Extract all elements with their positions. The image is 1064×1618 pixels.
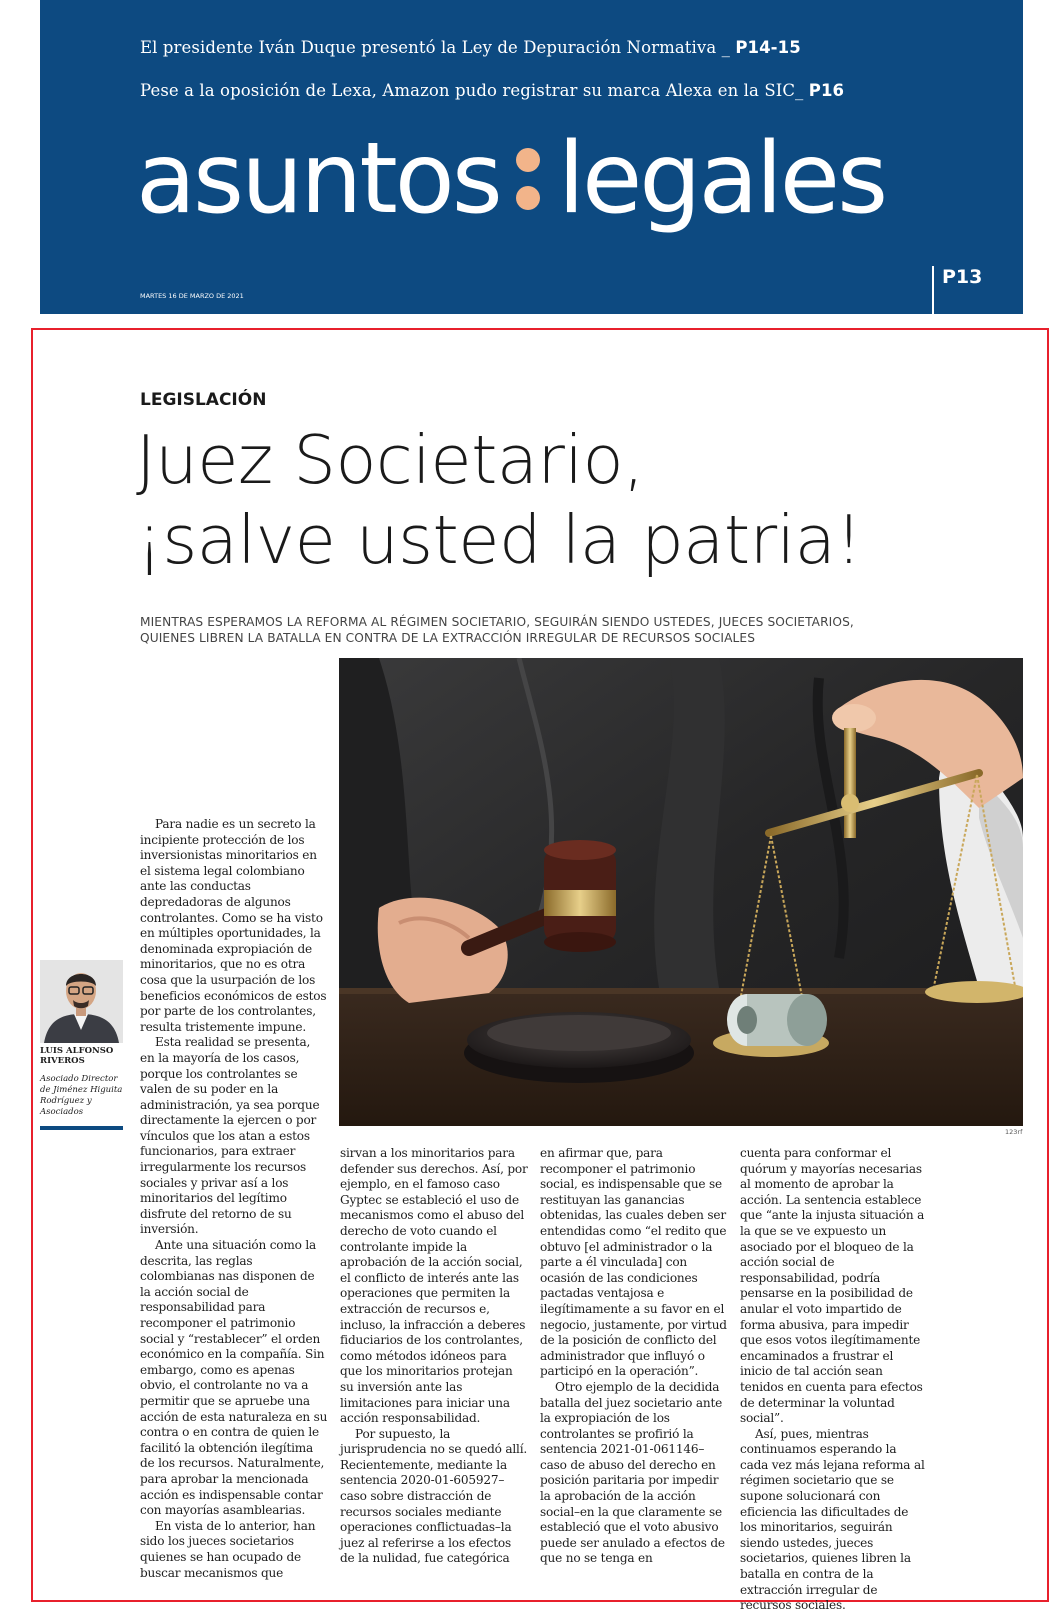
judge-gavel-scales-image bbox=[339, 658, 1023, 1126]
article-photo bbox=[339, 658, 1023, 1126]
photo-credit: 123rf bbox=[1005, 1128, 1023, 1136]
teaser-page: P14-15 bbox=[735, 38, 801, 57]
publication-date: MARTES 16 DE MARZO DE 2021 bbox=[140, 292, 244, 300]
article-column-4 bbox=[740, 1146, 928, 1614]
teaser-link-1[interactable] bbox=[140, 38, 801, 57]
paragraph: cuenta para conformar el quórum y mayorías necesarias al momento de aprobar la acción. La sentencia establece que “ante la injusta situación a la que se ve expuesto un asociado por el bloqueo de la acción social de responsabilidad, podría pensarse en la posibilidad de anular el voto impartido de forma abusiva, para impedir que esos votos ilegítimamente encaminados a frustrar el inicio de tal acción sean tenidos en cuenta para efectos de determinar la voluntad social”. bbox=[740, 1146, 925, 1426]
page-number: P13 bbox=[932, 266, 982, 314]
author-role: Asociado Director de Jiménez Higuita Rodríguez y Asociados bbox=[40, 1074, 123, 1117]
author-avatar bbox=[40, 960, 123, 1043]
paragraph: Así, pues, mientras continuamos esperando la cada vez más lejana reforma al régimen societario que se supone solucionará con eficiencia las dificultades de los minoritarios, seguirán siendo ustedes, jueces societarios, quienes libren la batalla en contra de la extracción irregular de recursos sociales. bbox=[740, 1426, 925, 1613]
paragraph: En vista de lo anterior, han sido los jueces societarios quienes se han ocupado de buscar mecanismos que bbox=[140, 1518, 316, 1580]
masthead bbox=[40, 0, 1023, 314]
deck-line: QUIENES LIBREN LA BATALLA EN CONTRA DE LA EXTRACCIÓN IRREGULAR DE RECURSOS SOCIALES bbox=[140, 631, 756, 645]
teaser-page: P16 bbox=[808, 81, 845, 100]
paragraph: Por supuesto, la jurisprudencia no se quedó allí. Recientemente, mediante la sentencia 2020-01-605927– caso sobre distracción de recursos sociales mediante operaciones conflictuadas–la juez al referirse a los efectos de la nulidad, fue categórica bbox=[340, 1426, 528, 1566]
author-portrait-icon bbox=[40, 960, 123, 1043]
paragraph: Esta realidad se presenta, en la mayoría de los casos, porque los controlantes se valen de su poder en la administración, ya sea porque directamente la ejercen o por vínculos que los atan a estos funcionarios, para extraer irregularmente los recursos sociales y privar así a los minoritarios del legítimo disfrute del retorno de su inversión. bbox=[140, 1035, 320, 1237]
article-deck bbox=[140, 614, 930, 646]
article-column-1 bbox=[140, 817, 328, 1581]
article-column-2 bbox=[340, 1146, 528, 1567]
logo-word-left: asuntos bbox=[136, 122, 500, 236]
teaser-link-2[interactable] bbox=[140, 81, 844, 100]
author-divider bbox=[40, 1126, 123, 1130]
paragraph: Otro ejemplo de la decidida batalla del juez societario ante la expropiación de los controlantes se profirió la sentencia 2021-01-061146– caso de abuso del derecho en posición paritaria por impedir la aprobación de la acción social–en la que claramente se estableció que el voto abusivo puede ser anulado a efectos de que no se tenga en bbox=[540, 1379, 725, 1566]
publication-logo bbox=[136, 122, 886, 236]
headline-line: ¡salve usted la patria! bbox=[136, 501, 862, 579]
headline-line: Juez Societario, bbox=[136, 421, 644, 499]
paragraph: en afirmar que, para recomponer el patrimonio social, es indispensable que se restituyan las ganancias obtenidas, las cuales deben ser entendidas como “el redito que obtuvo [el administrador o la parte a él vinculada] con ocasión de las condiciones pactadas ventajosa e ilegítimamente a su favor en el negocio, justamente, por virtud de la posición de conflicto del administrador que influyó o participó en la operación”. bbox=[540, 1146, 727, 1379]
author-name: LUIS ALFONSO RIVEROS bbox=[40, 1046, 114, 1066]
teaser-text: El presidente Iván Duque presentó la Ley de Depuración Normativa _ bbox=[140, 38, 736, 57]
logo-word-right: legales bbox=[557, 122, 886, 236]
teaser-text: Pese a la oposición de Lexa, Amazon pudo registrar su marca Alexa en la SIC_ bbox=[140, 81, 809, 100]
logo-colon-icon bbox=[508, 134, 548, 212]
article-column-3 bbox=[540, 1146, 728, 1567]
paragraph: sirvan a los minoritarios para defender sus derechos. Así, por ejemplo, en el famoso caso Gyptec se estableció el uso de mecanismos como el abuso del derecho de voto cuando el controlante impide la aprobación de la acción social, el conflicto de interés ante las operaciones que permiten la extracción de recursos e, incluso, la infracción a deberes fiduciarios de los controlantes, como métodos idóneos para que los minoritarios protejan su inversión ante las limitaciones para iniciar una acción responsabilidad. bbox=[340, 1146, 528, 1426]
paragraph: Ante una situación como la descrita, las reglas colombianas nas disponen de la acción social de responsabilidad para recomponer el patrimonio social y “restablecer” el orden económico en la compañía. Sin embargo, como es apenas obvio, el controlante no va a permitir que se apruebe una acción de esta naturaleza en su contra o en contra de quien le facilitó la obtención ilegítima de los recursos. Naturalmente, para aprobar la mencionada acción es indispensable contar con mayorías asamblearias. bbox=[140, 1238, 328, 1518]
article-headline bbox=[136, 420, 976, 580]
deck-line: MIENTRAS ESPERAMOS LA REFORMA AL RÉGIMEN SOCIETARIO, SEGUIRÁN SIENDO USTEDES, JUECES SOCIETARIOS, bbox=[140, 615, 854, 629]
section-label: LEGISLACIÓN bbox=[140, 390, 267, 410]
paragraph: Para nadie es un secreto la incipiente protección de los inversionistas minoritarios en el sistema legal colombiano ante las conductas depredadoras de algunos controlantes. Como se ha visto en múltiples oportunidades, la denominada expropiación de minoritarios, que no es otra cosa que la usurpación de los beneficios económicos de estos por parte de los controlantes, resulta tristemente impune. bbox=[140, 817, 327, 1034]
